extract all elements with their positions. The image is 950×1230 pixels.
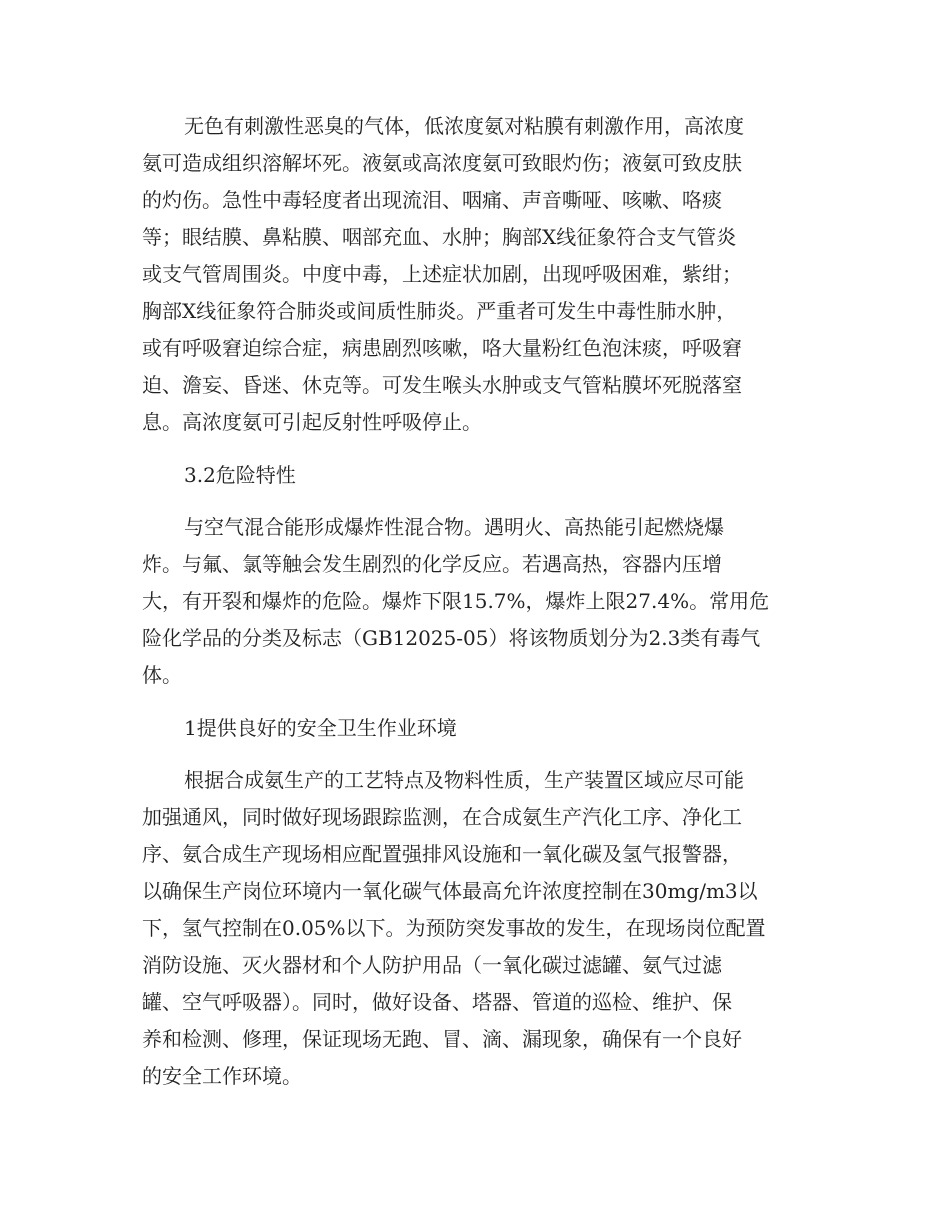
- section-heading-safe-environment: 1提供良好的安全卫生作业环境: [184, 716, 457, 740]
- paragraph-1-line-3: 的灼伤。急性中毒轻度者出现流泪、咽痛、声音嘶哑、咳嗽、咯痰: [142, 188, 722, 212]
- paragraph-2-line-5: 体。: [142, 663, 182, 687]
- paragraph-1-line-4: 等；眼结膜、鼻粘膜、咽部充血、水肿；胸部X线征象符合支气管炎: [142, 225, 737, 249]
- paragraph-3-line-6: 消防设施、灭火器材和个人防护用品（一氧化碳过滤罐、氨气过滤: [142, 953, 722, 977]
- paragraph-1-line-8: 迫、澹妄、昏迷、休克等。可发生喉头水肿或支气管粘膜坏死脱落窒: [142, 373, 742, 397]
- paragraph-1-line-9: 息。高浓度氨可引起反射性呼吸停止。: [142, 410, 482, 434]
- paragraph-2-line-3: 大，有开裂和爆炸的危险。爆炸下限15.7%，爆炸上限27.4%。常用危: [142, 589, 770, 613]
- paragraph-3-line-9: 的安全工作环境。: [142, 1064, 302, 1088]
- section-heading-hazard-properties: 3.2危险特性: [184, 463, 296, 487]
- paragraph-1-line-7: 或有呼吸窘迫综合症，病患剧烈咳嗽，咯大量粉红色泡沫痰，呼吸窘: [142, 336, 742, 360]
- paragraph-1-line-2: 氨可造成组织溶解坏死。液氨或高浓度氨可致眼灼伤；液氨可致皮肤: [142, 151, 742, 175]
- paragraph-2-line-2: 炸。与氟、氯等触会发生剧烈的化学反应。若遇高热，容器内压增: [142, 552, 722, 576]
- paragraph-1-line-5: 或支气管周围炎。中度中毒，上述症状加剧，出现呼吸困难，紫绀；: [142, 262, 742, 286]
- paragraph-2-line-4: 险化学品的分类及标志（GB12025-05）将该物质划分为2.3类有毒气: [142, 626, 761, 650]
- paragraph-3-line-5: 下，氢气控制在0.05%以下。为预防突发事故的发生，在现场岗位配置: [142, 916, 766, 940]
- paragraph-3-line-1: 根据合成氨生产的工艺特点及物料性质，生产装置区域应尽可能: [184, 768, 744, 792]
- paragraph-3-line-3: 序、氨合成生产现场相应配置强排风设施和一氧化碳及氢气报警器，: [142, 842, 742, 866]
- paragraph-3-line-4: 以确保生产岗位环境内一氧化碳气体最高允许浓度控制在30mg/m3以: [142, 879, 758, 903]
- paragraph-1-line-1: 无色有刺激性恶臭的气体，低浓度氨对粘膜有刺激作用，高浓度: [184, 114, 744, 138]
- paragraph-3-line-2: 加强通风，同时做好现场跟踪监测，在合成氨生产汽化工序、净化工: [142, 805, 742, 829]
- paragraph-2-line-1: 与空气混合能形成爆炸性混合物。遇明火、高热能引起燃烧爆: [184, 515, 724, 539]
- paragraph-3-line-8: 养和检测、修理，保证现场无跑、冒、滴、漏现象，确保有一个良好: [142, 1027, 742, 1051]
- paragraph-1-line-6: 胸部X线征象符合肺炎或间质性肺炎。严重者可发生中毒性肺水肿，: [142, 299, 737, 323]
- paragraph-3-line-7: 罐、空气呼吸器）。同时，做好设备、塔器、管道的巡检、维护、保: [142, 990, 732, 1014]
